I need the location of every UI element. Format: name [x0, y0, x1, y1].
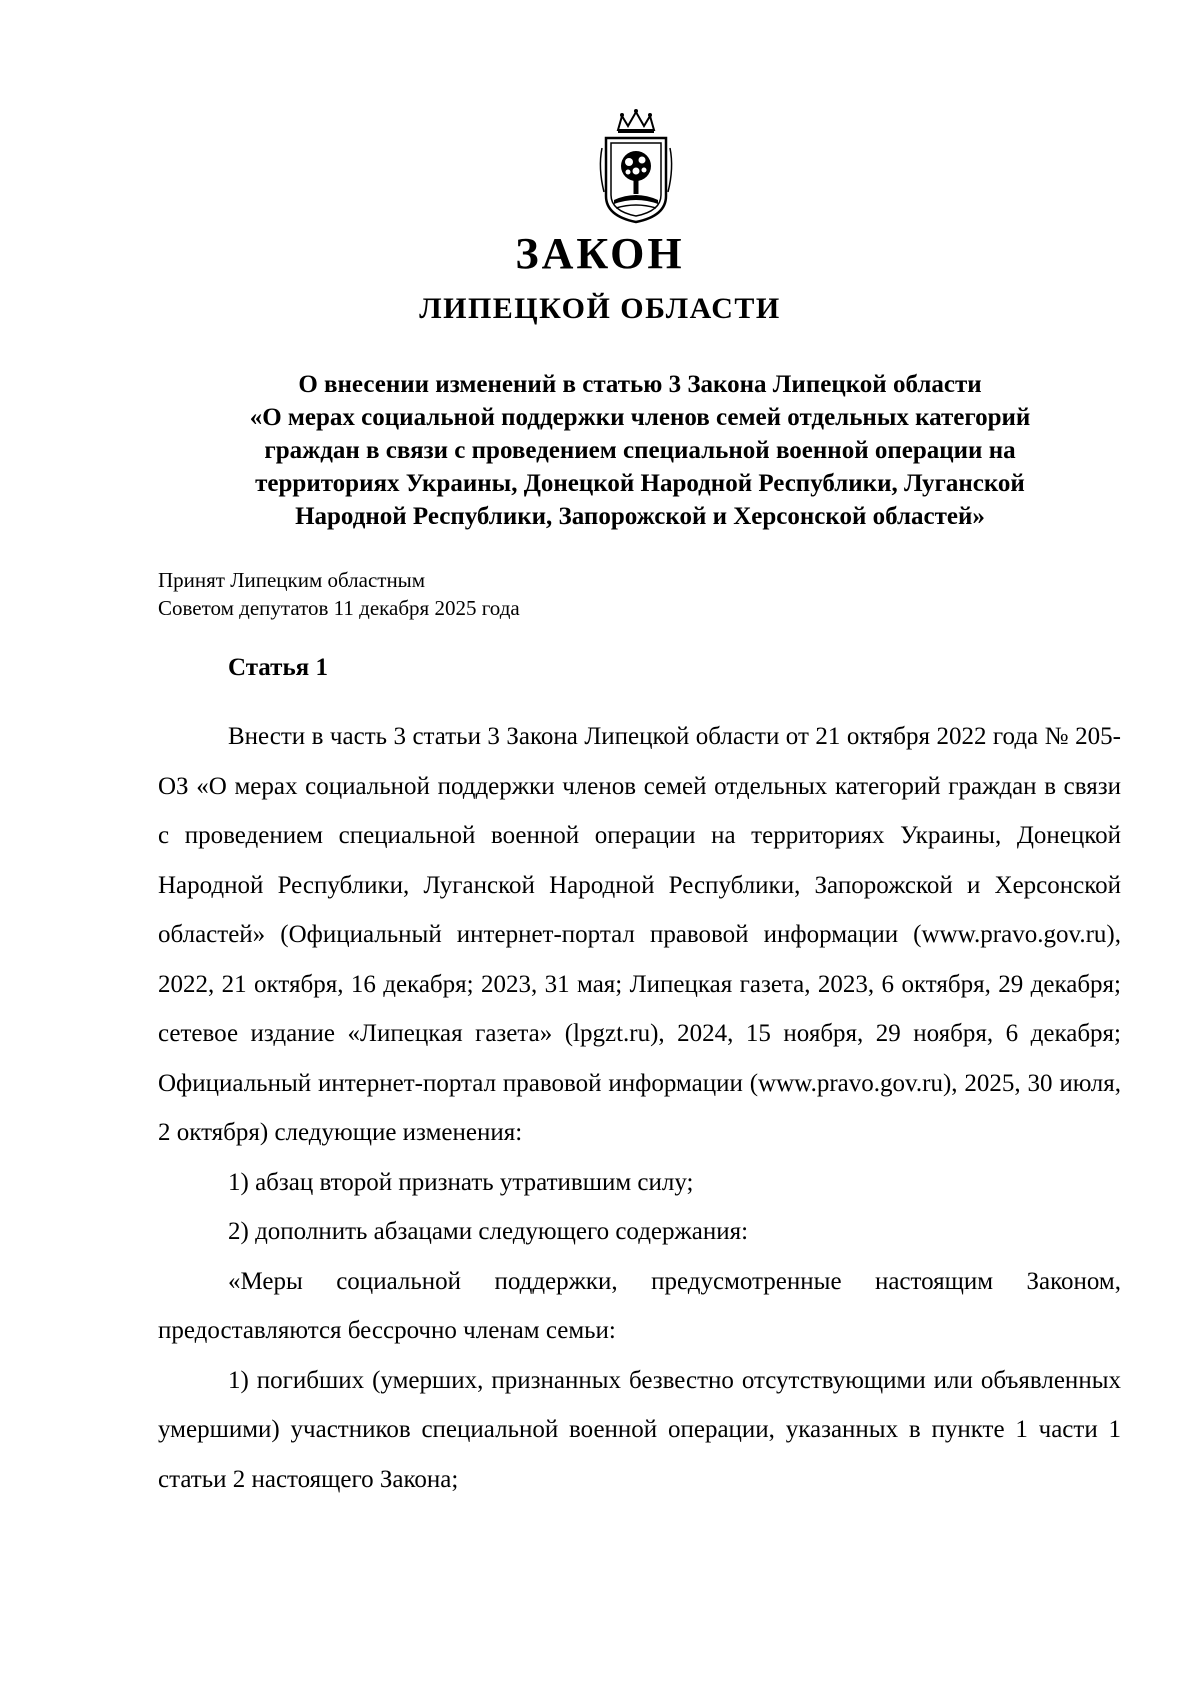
document-title: ЗАКОН	[515, 229, 685, 278]
adoption-line: Принят Липецким областным	[158, 568, 426, 592]
heading-line: граждан в связи с проведением специальной военной операции на	[264, 437, 1016, 464]
article-body	[158, 712, 1121, 1504]
heading-line: О внесении изменений в статью 3 Закона Липецкой области	[298, 371, 982, 398]
law-heading	[180, 368, 1100, 533]
article-paragraph: Внести в часть 3 статьи 3 Закона Липецкой области от 21 октября 2022 года № 205-ОЗ «О мерах социальной поддержки членов семей отдельных категорий граждан в связи с проведением специальной военной операции на территориях Украины, Донецкой Народной Республики, Луганской Народной Республики, Запорожской и Херсонской областей» (Официальный интернет-портал правовой информации (www.pravo.gov.ru), 2022, 21 октября, 16 декабря; 2023, 31 мая; Липецкая газета, 2023, 6 октября, 29 декабря; сетевое издание «Липецкая газета» (lpgzt.ru), 2024, 15 ноября, 29 ноября, 6 декабря; Официальный интернет-портал правовой информации (www.pravo.gov.ru), 2025, 30 июля, 2 октября) следующие изменения:	[158, 723, 1121, 1146]
adoption-line: Советом депутатов 11 декабря 2025 года	[158, 596, 520, 620]
article-paragraph: 1) погибших (умерших, признанных безвестно отсутствующими или объявленных умершими) участников специальной военной операции, указанных в пункте 1 части 1 статьи 2 настоящего Закона;	[158, 1366, 1121, 1493]
article-paragraph: 2) дополнить абзацами следующего содержания:	[228, 1218, 749, 1245]
coat-of-arms-emblem	[596, 108, 676, 226]
article-title: Статья 1	[228, 654, 328, 681]
article-paragraph: «Меры социальной поддержки, предусмотренные настоящим Законом, предоставляются бессрочно членам семьи:	[158, 1267, 1121, 1344]
heading-line: «О мерах социальной поддержки членов семей отдельных категорий	[249, 404, 1031, 431]
heading-line: территориях Украины, Донецкой Народной Республики, Луганской	[255, 470, 1025, 497]
article-paragraph: 1) абзац второй признать утратившим силу;	[228, 1168, 694, 1196]
heading-line: Народной Республики, Запорожской и Херсонской областей»	[295, 503, 985, 530]
document-subtitle: ЛИПЕЦКОЙ ОБЛАСТИ	[419, 292, 781, 325]
adoption-note	[158, 566, 520, 622]
